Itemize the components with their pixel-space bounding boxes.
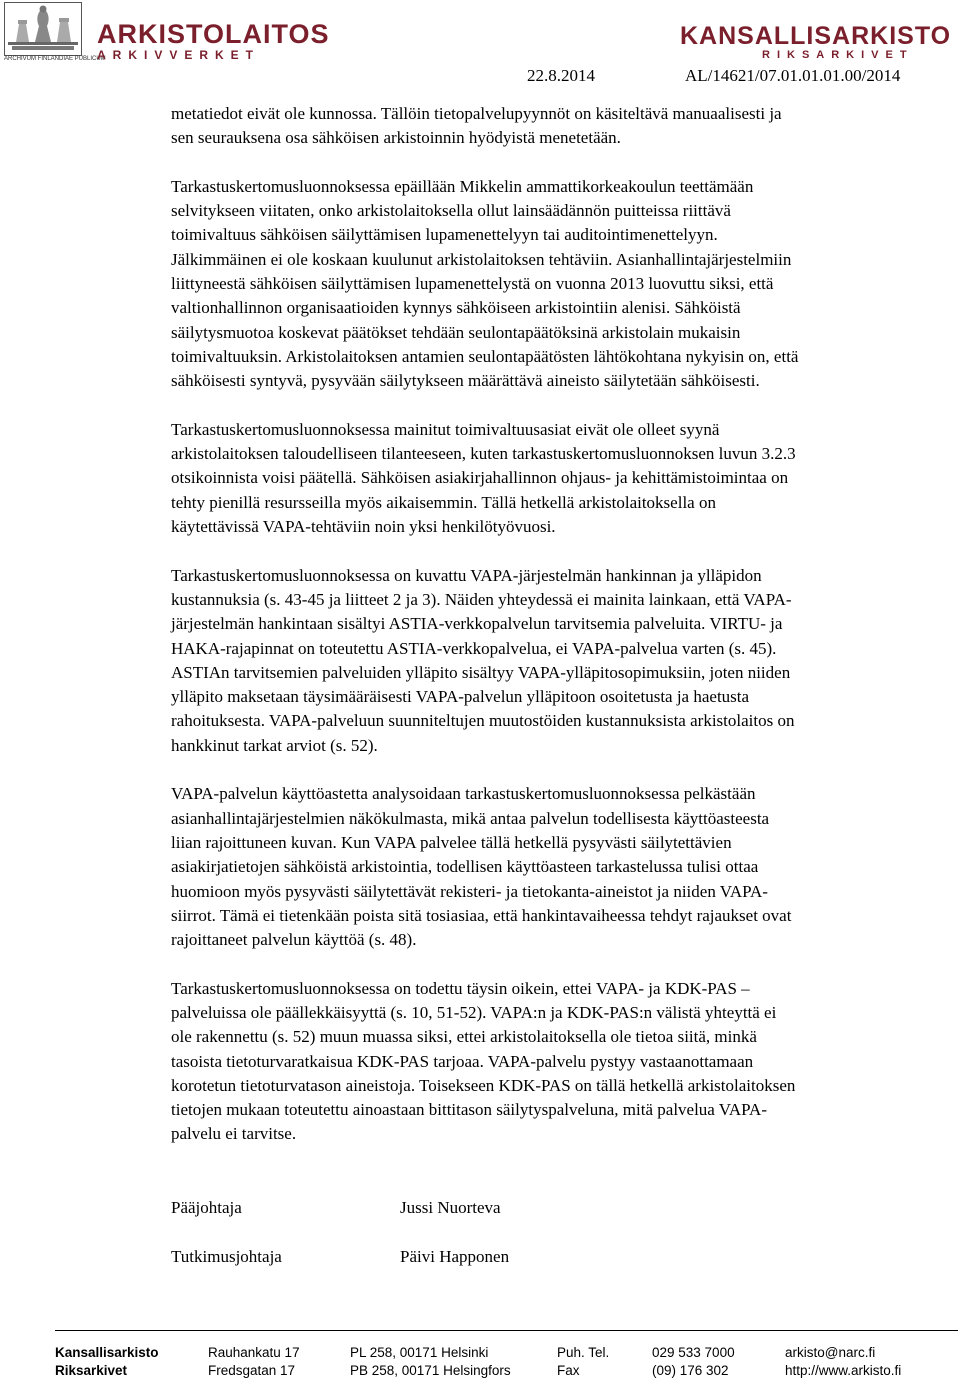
footer-phone-number: 029 533 7000 [652,1345,735,1360]
signatory-name: Jussi Nuorteva [400,1198,501,1217]
left-brand-subtitle: ARKIVVERKET [97,48,261,62]
signatory-title: Tutkimusjohtaja [171,1247,282,1266]
kansallisarkisto-logo [680,22,950,66]
footer-street-address: Fredsgatan 17 [208,1363,296,1378]
letter-body [171,102,960,1171]
footer-org-name: Riksarkivet [55,1363,128,1378]
footer-divider [55,1330,958,1331]
signatory-title: Pääjohtaja [171,1198,242,1217]
paragraph: Tarkastuskertomusluonnoksessa mainitut toimivaltuusasiat eivät ole olleet syynä arkistolaitoksen taloudelliseen tilanteeseen, kuten tarkastuskertomusluonnoksen luvun 3.2.3 otsikoinnista voisi päätellä. Sähköisen asiakirjahallinnon ohjaus- ja kehittämistoimintaa on tehty pienillä resursseilla myös aikaisemmin. Tällä hetkellä arkistolaitoksella on käytettävissä VAPA-tehtäviin noin yksi henkilötyövuosi. [171,419,796,537]
signatory-name: Päivi Happonen [400,1247,510,1266]
footer-phone-label: Puh. Tel. [557,1345,610,1360]
arkistolaitos-logo [4,2,330,64]
footer-website: http://www.arkisto.fi [785,1363,902,1378]
paragraph: metatiedot eivät ole kunnossa. Tällöin tietopalvelupyynnöt on käsiteltävä manuaalisesti ja sen seurauksena osa sähköisen arkistoinnin hyödyistä menetetään. [171,104,782,148]
seal-icon [4,2,82,56]
footer-row [55,1362,960,1380]
right-brand-subtitle: RIKSARKIVET [762,49,914,61]
footer-street-address: Rauhankatu 17 [208,1345,300,1360]
right-brand-name: KANSALLISARKISTO [680,22,952,50]
document-reference: AL/14621/07.01.01.01.00/2014 [685,66,901,85]
paragraph: VAPA-palvelun käyttöastetta analysoidaan tarkastuskertomusluonnoksessa pelkästään asianhallintajärjestelmien näkökulmasta, mikä antaa palvelun todellisesta käyttöasteesta liian rajoittuneen kuvan. Kun VAPA palvelee tällä hetkellä pysyvästi säilytettävien asiakirjatietojen sähköistä arkistointia, todellisen käyttöasteen tarkastelussa tulisi ottaa huomioon myös pysyvästi säilytettävät rekisteri- ja tietokanta-aineistot ja niiden VAPA- siirrot. Tämä ei tietenkään poista sitä tosiasiaa, että hankintavaiheessa tehdyt rajaukset ovat rajoittaneet palvelun käyttöä (s. 48). [171,784,792,950]
paragraph: Tarkastuskertomusluonnoksessa epäillään Mikkelin ammattikorkeakoulun teettämään selvitykseen viitaten, onko arkistolaitoksella ollut lainsäädännön puitteissa riittävä toimivaltuus sähköisen säilyttämisen lupamenettelyyn tai auditointimenettelyyn. Jälkimmäinen ei ole koskaan kuulunut arkistolaitoksen tehtäviin. Asianhallintajärjestelmiin liittyneestä sähköisen säilyttämisen lupamenettelystä on vuonna 2013 luovuttu siksi, että valtionhallinnon organisaatioiden kynnys sähköiseen arkistointiin alenisi. Sähköistä säilytysmuotoa koskevat päätökset tehdään seulontapäätöksinä arkistolain mukaisin toimivaltuuksin. Arkistolaitoksen antamien seulontapäätösten lähtökohtana nykyisin on, että sähköisesti syntyvä, pysyvään säilytykseen määrättävä aineisto säilytetään sähköisesti. [171,176,799,391]
footer-email: arkisto@narc.fi [785,1345,876,1360]
footer-org-name: Kansallisarkisto [55,1345,159,1360]
letterhead [0,0,960,90]
footer-postal-address: PL 258, 00171 Helsinki [350,1345,489,1360]
paragraph: Tarkastuskertomusluonnoksessa on todettu täysin oikein, ettei VAPA- ja KDK-PAS – palveluissa ole päällekkäisyyttä (s. 10, 51-52). VAPA:n ja KDK-PAS:n välistä yhteyttä ei ole rakennettu (s. 52) muun muassa siksi, ettei arkistolaitoksella ole tietoa siitä, minkä tasoista tietoturvaratkaisua KDK-PAS tarjoaa. VAPA-palvelu pystyy vastaanottamaan korotetun tietoturvatason aineistoja. Toisekseen KDK-PAS on tällä hetkellä arkistolaitoksen tietojen mukaan toteutettu ainoastaan bittitason säilytyspalveluna, mitä palvelua VAPA- palvelu ei tarvitse. [171,978,796,1144]
footer-row [55,1344,960,1362]
left-brand-name: ARKISTOLAITOS [97,19,330,49]
paragraph: Tarkastuskertomusluonnoksessa on kuvattu VAPA-järjestelmän hankinnan ja ylläpidon kustannuksia (s. 43-45 ja liitteet 2 ja 3). Näiden yhteydessä ei mainita lainkaan, että VAPA- järjestelmän hankintaan sisältyi ASTIA-verkkopalvelun tarvitsemia palveluita. VIRTU- ja HAKA-rajapinnat on toteutettu ASTIA-verkkopalvelua, ei VAPA-palvelua varten (s. 45). ASTIAn tarvitsemien palveluiden ylläpito sisältyy VAPA-ylläpitosopimuksiin, joten niiden ylläpito maksetaan täysimääräisesti VAPA-palvelun ylläpitoon osoitetusta ja haetusta rahoituksesta. VAPA-palveluun suunniteltujen muutostöiden kustannuksista arkistolaitos on hankkinut tarkat arviot (s. 52). [171,565,795,755]
footer-fax-number: (09) 176 302 [652,1363,729,1378]
footer-contact-info [55,1344,960,1380]
document-date: 22.8.2014 [527,66,595,85]
footer-postal-address: PB 258, 00171 Helsingfors [350,1363,511,1378]
footer-fax-label: Fax [557,1363,580,1378]
seal-caption: ARCHIVUM FINLANDIAE PUBLICUM [4,56,106,62]
